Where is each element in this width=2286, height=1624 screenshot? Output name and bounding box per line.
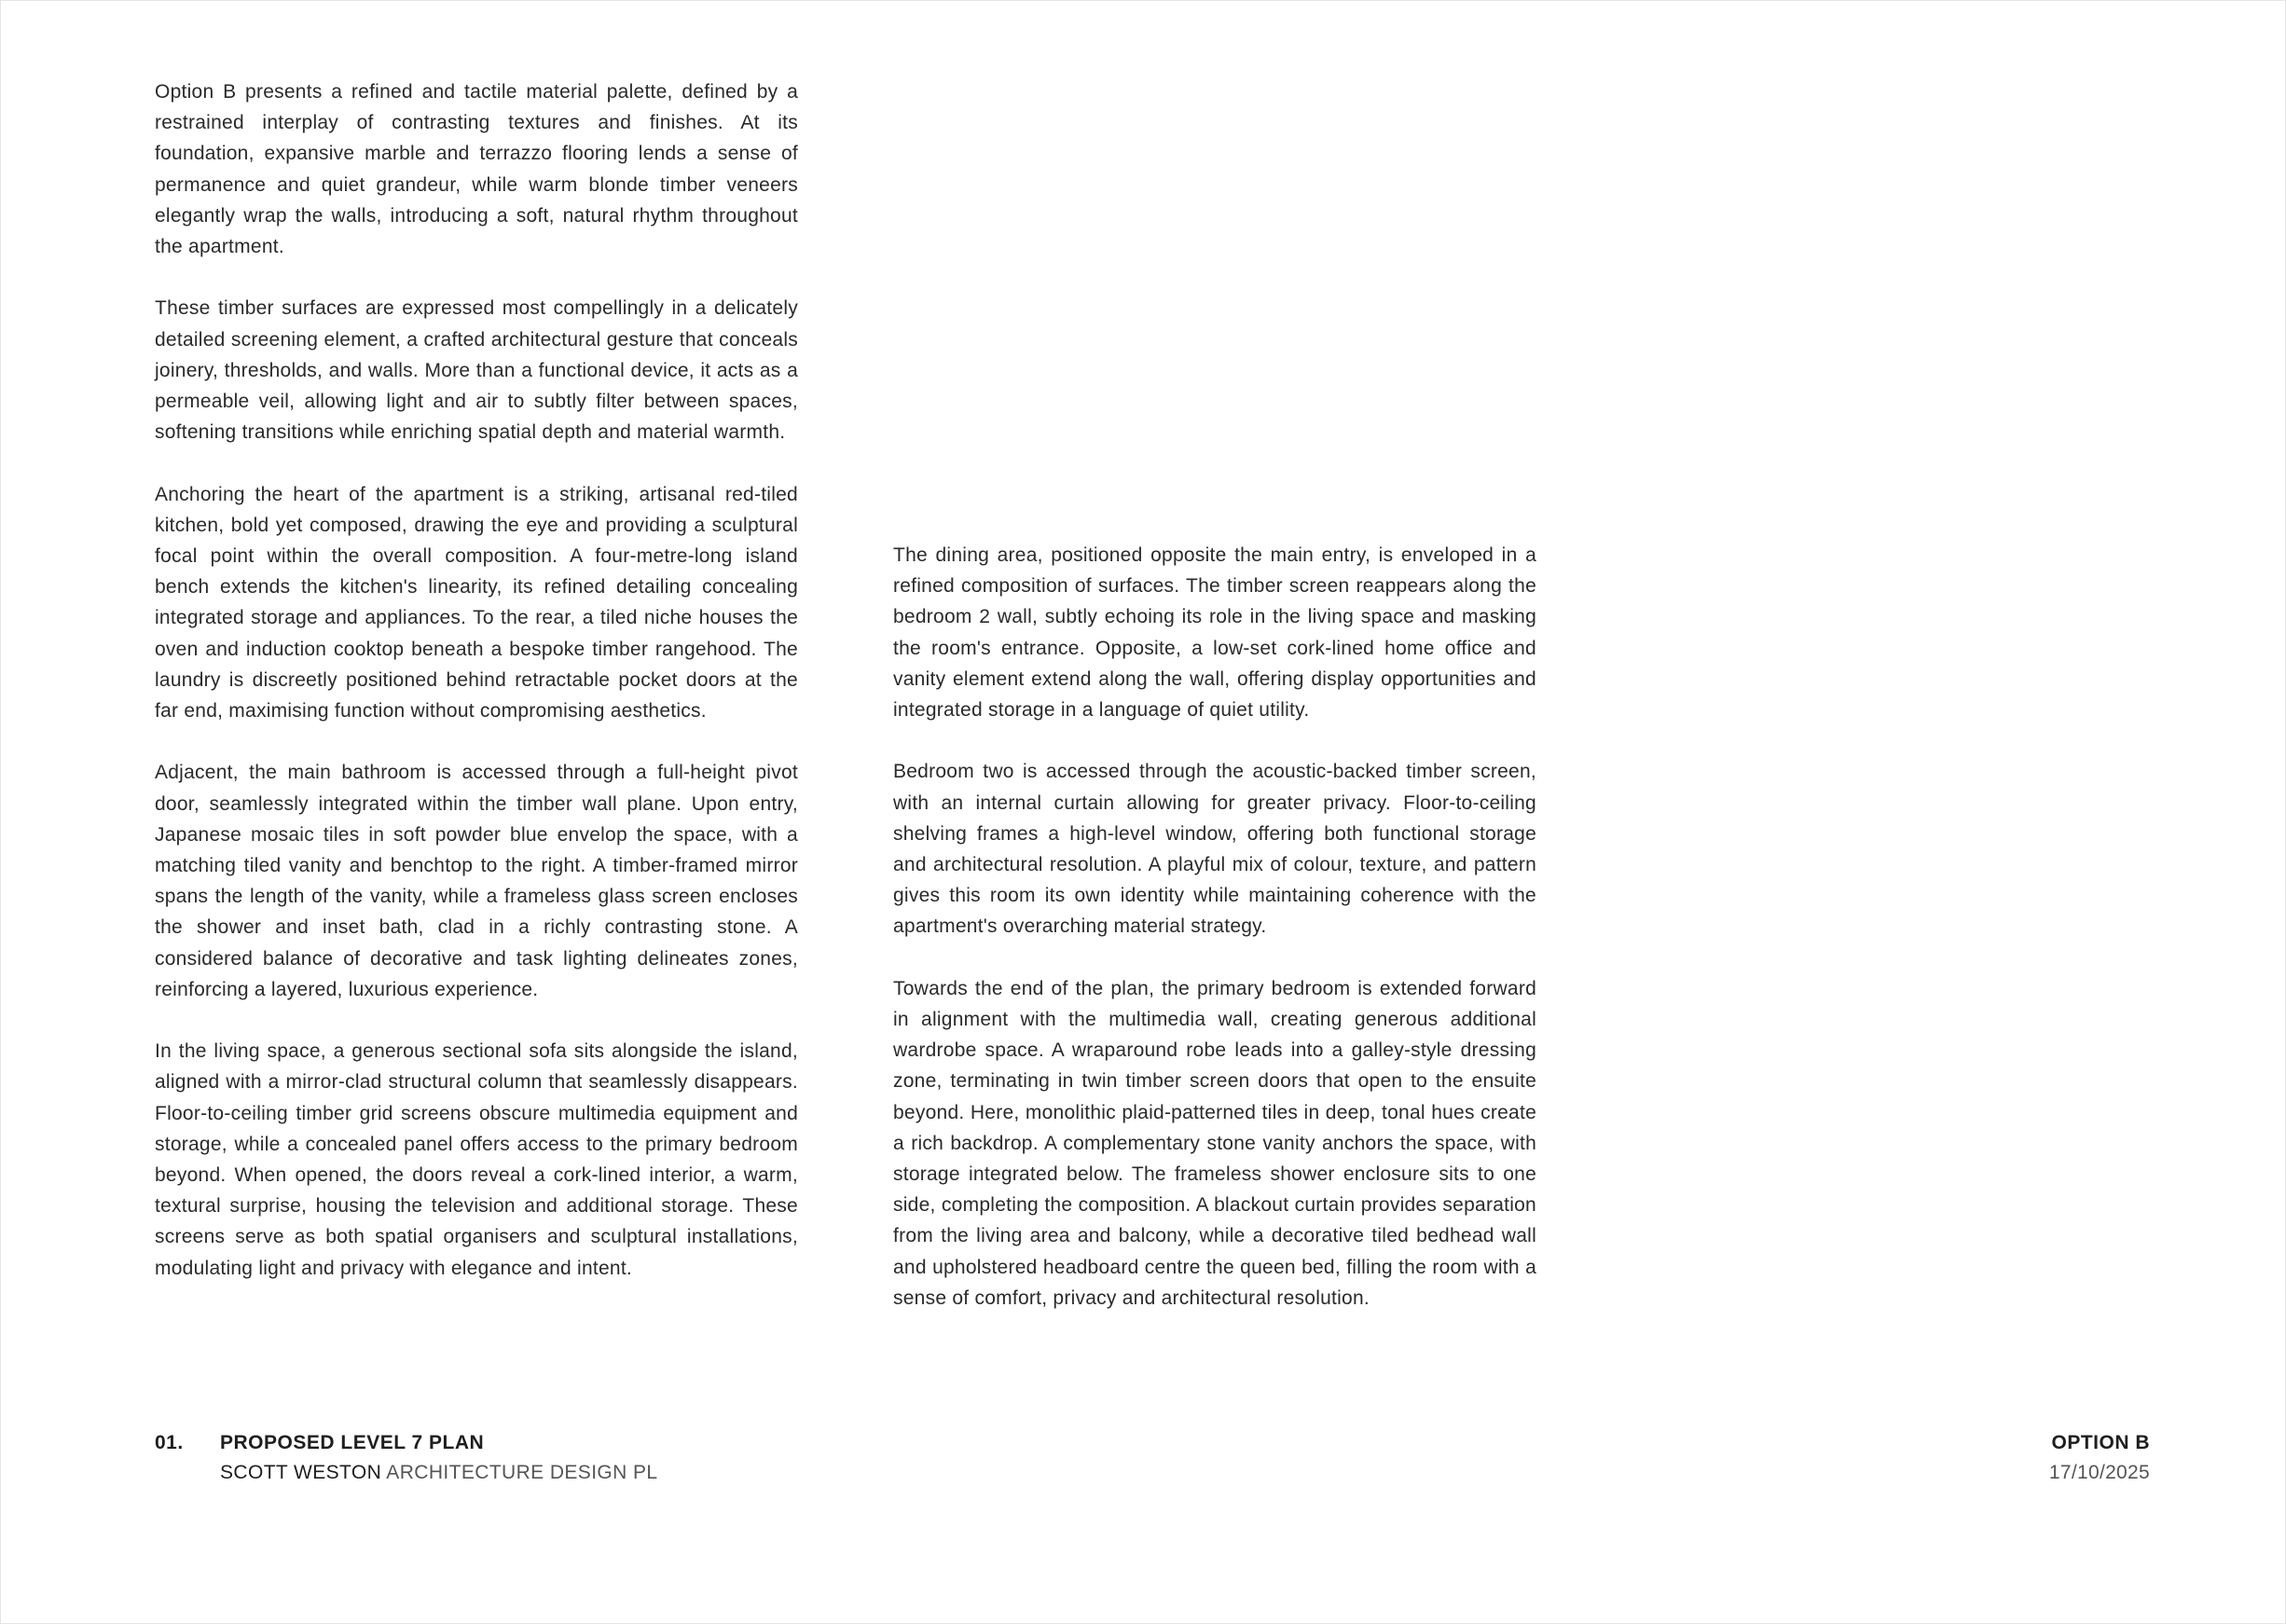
drawing-title: PROPOSED LEVEL 7 PLAN [220,1432,485,1453]
paragraph-bedroom-two: Bedroom two is accessed through the acoustic-backed timber screen, with an internal curtain allowing for greater privacy. Floor-to-ceiling shelving frames a high-level window, offering both functional storage and architectural resolution. A playful mix of colour, texture, and pattern gives this room its own identity while maintaining coherence with the apartment's overarching material strategy. [893,761,1536,938]
left-text-column [155,76,798,1284]
paragraph-primary-bedroom: Towards the end of the plan, the primary bedroom is extended forward in alignment with the multimedia wall, creating generous additional wardrobe space. A wraparound robe leads into a galley-style dressing zone, terminating in twin timber screen doors that open to the ensuite beyond. Here, monolithic plaid-patterned tiles in deep, tonal hues create a rich backdrop. A complementary stone vanity anchors the space, with storage integrated below. The frameless shower enclosure sits to one side, completing the composition. A blackout curtain provides separation from the living area and balcony, while a decorative tiled bedhead wall and upholstered headboard centre the queen bed, filling the room with a sense of comfort, privacy and architectural resolution. [893,977,1536,1309]
firm-name-primary: SCOTT WESTON [220,1462,382,1483]
paragraph-dining-area: The dining area, positioned opposite the main entry, is enveloped in a refined composition of surfaces. The timber screen reappears along the bedroom 2 wall, subtly echoing its role in the living space and masking the room's entrance. Opposite, a low-set cork-lined home office and vanity element extend along the wall, offering display opportunities and integrated storage in a language of quiet utility. [893,544,1536,722]
paragraph-kitchen: Anchoring the heart of the apartment is a striking, artisanal red-tiled kitchen, bold yet composed, drawing the eye and providing a sculptural focal point within the overall composition. A four-metre-long island bench extends the kitchen's linearity, its refined detailing concealing integrated storage and appliances. To the rear, a tiled niche houses the oven and induction cooktop beneath a bespoke timber rangehood. The laundry is discreetly positioned behind retractable pocket doors at the far end, maximising function without compromising aesthetics. [155,483,798,723]
firm-name [220,1462,657,1484]
option-label: OPTION B [2051,1432,2150,1453]
paragraph-main-bathroom: Adjacent, the main bathroom is accessed through a full-height pivot door, seamlessly integrated within the timber wall plane. Upon entry, Japanese mosaic tiles in soft powder blue envelop the space, with a matching tiled vanity and benchtop to the right. A timber-framed mirror spans the length of the vanity, while a frameless glass screen encloses the shower and inset bath, clad in a richly contrasting stone. A considered balance of decorative and task lighting delineates zones, reinforcing a layered, luxurious experience. [155,762,798,1000]
paragraph-timber-screening: These timber surfaces are expressed most compellingly in a delicately detailed screening element, a crafted architectural gesture that conceals joinery, thresholds, and walls. More than a functional device, it acts as a permeable veil, allowing light and air to subtly filter between spaces, softening transitions while enriching spatial depth and material warmth. [155,297,798,444]
issue-date: 17/10/2025 [2048,1462,2150,1483]
firm-name-secondary: ARCHITECTURE DESIGN PL [386,1462,658,1483]
right-text-column [893,540,1536,1314]
paragraph-material-palette: Option B presents a refined and tactile material palette, defined by a restrained interplay of contrasting textures and finishes. At its foundation, expansive marble and terrazzo flooring lends a sense of permanence and quiet grandeur, while warm blonde timber veneers elegantly wrap the walls, introducing a soft, natural rhythm throughout the apartment. [155,81,798,258]
paragraph-living-space: In the living space, a generous sectional sofa sits alongside the island, aligned with a mirror-clad structural column that seamlessly disappears. Floor-to-ceiling timber grid screens obscure multimedia equipment and storage, while a concealed panel offers access to the primary bedroom beyond. When opened, the doors reveal a cork-lined interior, a warm, textural surprise, housing the television and additional storage. These screens serve as both spatial organisers and sculptural installations, modulating light and privacy with elegance and intent. [155,1040,798,1279]
drawing-number: 01. [155,1432,184,1453]
